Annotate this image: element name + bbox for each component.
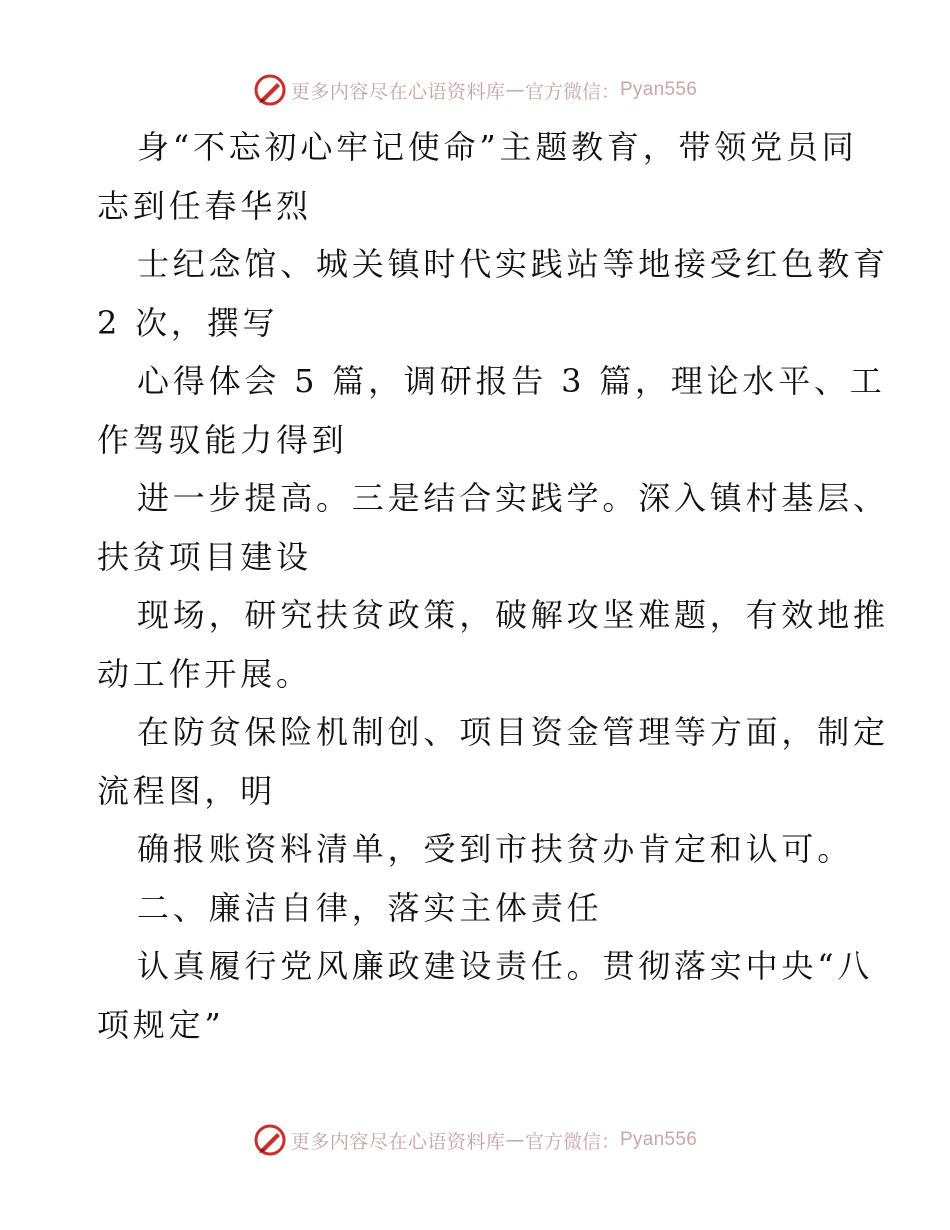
watermark-wechat-label: 官方微信： bbox=[524, 80, 620, 103]
watermark-main-text: 更多内容尽在心语资料库 bbox=[290, 80, 506, 103]
watermark-wechat-id: Pyan556 bbox=[619, 1129, 698, 1150]
text-line: 确报账资料清单，受到市扶贫办肯定和认可。 bbox=[137, 830, 854, 868]
text-line: 流程图，明 bbox=[97, 771, 277, 810]
pen-logo-icon bbox=[253, 73, 287, 107]
document-body bbox=[97, 118, 889, 1054]
text-line: 志到任春华烈 bbox=[97, 186, 312, 225]
watermark-separator: — bbox=[505, 1129, 525, 1151]
watermark-wechat-label: 官方微信： bbox=[524, 1130, 620, 1153]
text-line: 进一步提高。三是结合实践学。深入镇村基层、 bbox=[137, 479, 889, 517]
text-line: 在防贫保险机制创、项目资金管理等方面，制定 bbox=[137, 713, 889, 751]
text-line: 2 次，撰写 bbox=[97, 303, 279, 342]
text-line: 士纪念馆、城关镇时代实践站等地接受红色教育 bbox=[137, 245, 889, 283]
text-line: 作驾驭能力得到 bbox=[97, 420, 348, 459]
header-watermark bbox=[0, 72, 950, 108]
text-line: 动工作开展。 bbox=[97, 654, 312, 693]
section-heading: 二、廉洁自律，落实主体责任 bbox=[137, 888, 603, 927]
pen-logo-icon bbox=[253, 1123, 287, 1157]
footer-watermark bbox=[0, 1122, 950, 1158]
watermark-wechat-id: Pyan556 bbox=[619, 79, 698, 100]
text-line: 认真履行党风廉政建设责任。贯彻落实中央“八 bbox=[137, 947, 874, 985]
text-line: 扶贫项目建设 bbox=[97, 537, 312, 576]
text-line: 心得体会 5 篇，调研报告 3 篇，理论水平、工 bbox=[137, 362, 886, 400]
text-line: 身“不忘初心牢记使命”主题教育，带领党员同 bbox=[137, 128, 858, 166]
watermark-main-text: 更多内容尽在心语资料库 bbox=[290, 1130, 506, 1153]
text-line: 现场，研究扶贫政策，破解攻坚难题，有效地推 bbox=[137, 596, 889, 634]
text-line: 项规定” bbox=[97, 1005, 225, 1044]
watermark-separator: — bbox=[505, 79, 525, 101]
